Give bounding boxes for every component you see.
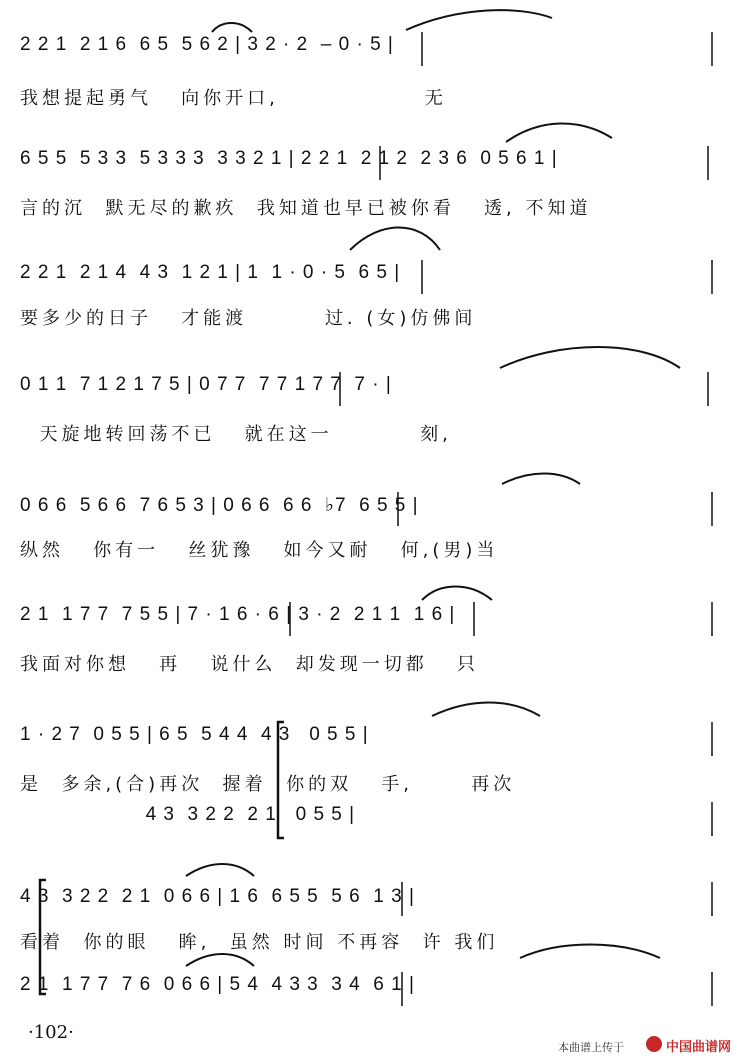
- lyrics-row-6: 我面对你想 再 说什么 却发现一切都 只: [20, 654, 479, 675]
- slur: [422, 587, 492, 601]
- notes-row-8: 4 3 3 2 2 2 1 0 6 6 | 1 6 6 5 5 5 6 1 3 |: [20, 886, 415, 907]
- brace-bracket: [40, 880, 46, 994]
- logo-text: 中国曲谱网: [666, 1040, 732, 1055]
- upload-credit: 本曲谱上传于: [558, 1041, 624, 1054]
- notes-row-7: 1 · 2 7 0 5 5 | 6 5 5 4 4 4 3 0 5 5 |: [20, 724, 369, 745]
- lyrics-row-5: 纵然 你有一 丝犹豫 如今又耐 何,(男)当: [20, 540, 499, 561]
- slur: [520, 945, 660, 959]
- lyrics-row-2: 言的沉 默无尽的歉疚 我知道也早已被你看 透, 不知道: [20, 198, 592, 219]
- slur: [406, 10, 552, 30]
- lyrics-row-8: 看着 你的眼 眸, 虽然 时间 不再容 许 我们: [20, 932, 499, 953]
- site-logo: [646, 1033, 746, 1057]
- slur: [500, 347, 680, 368]
- slur: [212, 23, 252, 32]
- notes-row-5: 0 6 6 5 6 6 7 6 5 3 | 0 6 6 6 6 ♭7 6 5 5 |: [20, 495, 419, 516]
- brace-bracket: [278, 722, 284, 838]
- notes-row-1: 2 2 1 2 1 6 6 5 5 6 2 | 3 2 · 2 – 0 · 5 |: [20, 34, 394, 55]
- slur: [186, 864, 254, 876]
- slur: [506, 123, 612, 142]
- slur: [502, 474, 580, 485]
- notes-row-4: 0 1 1 7 1 2 1 7 5 | 0 7 7 7 7 1 7 7 7 · |: [20, 374, 392, 395]
- lyrics-row-7: 是 多余,(合)再次 握着 你的双 手, 再次: [20, 774, 516, 795]
- lyrics-row-1: 我想提起勇气 向你开口, 无: [20, 88, 447, 109]
- lyrics-row-4: 天旋地转回荡不已 就在这一 刻,: [20, 424, 452, 445]
- slur: [350, 228, 440, 251]
- notes-row-7-lower: 4 3 3 2 2 2 1 0 5 5 |: [20, 804, 356, 825]
- page-number: ·102·: [28, 1022, 74, 1043]
- notes-row-6: 2 1 1 7 7 7 5 5 | 7 · 1 6 · 6 | 3 · 2 2 1 1 1 6 |: [20, 604, 456, 625]
- lyrics-row-3: 要多少的日子 才能渡 过. (女)仿佛间: [20, 308, 477, 329]
- notes-row-2: 6 5 5 5 3 3 5 3 3 3 3 3 2 1 | 2 2 1 2 1 2 2 3 6 0 5 6 1 |: [20, 148, 558, 169]
- notes-row-3: 2 2 1 2 1 4 4 3 1 2 1 | 1 1 · 0 · 5 6 5 |: [20, 262, 401, 283]
- notes-row-8-lower: 2 1 1 7 7 7 6 0 6 6 | 5 4 4 3 3 3 4 6 1 |: [20, 974, 415, 995]
- logo-icon: [646, 1036, 662, 1052]
- slur: [186, 954, 254, 966]
- slur: [432, 703, 540, 717]
